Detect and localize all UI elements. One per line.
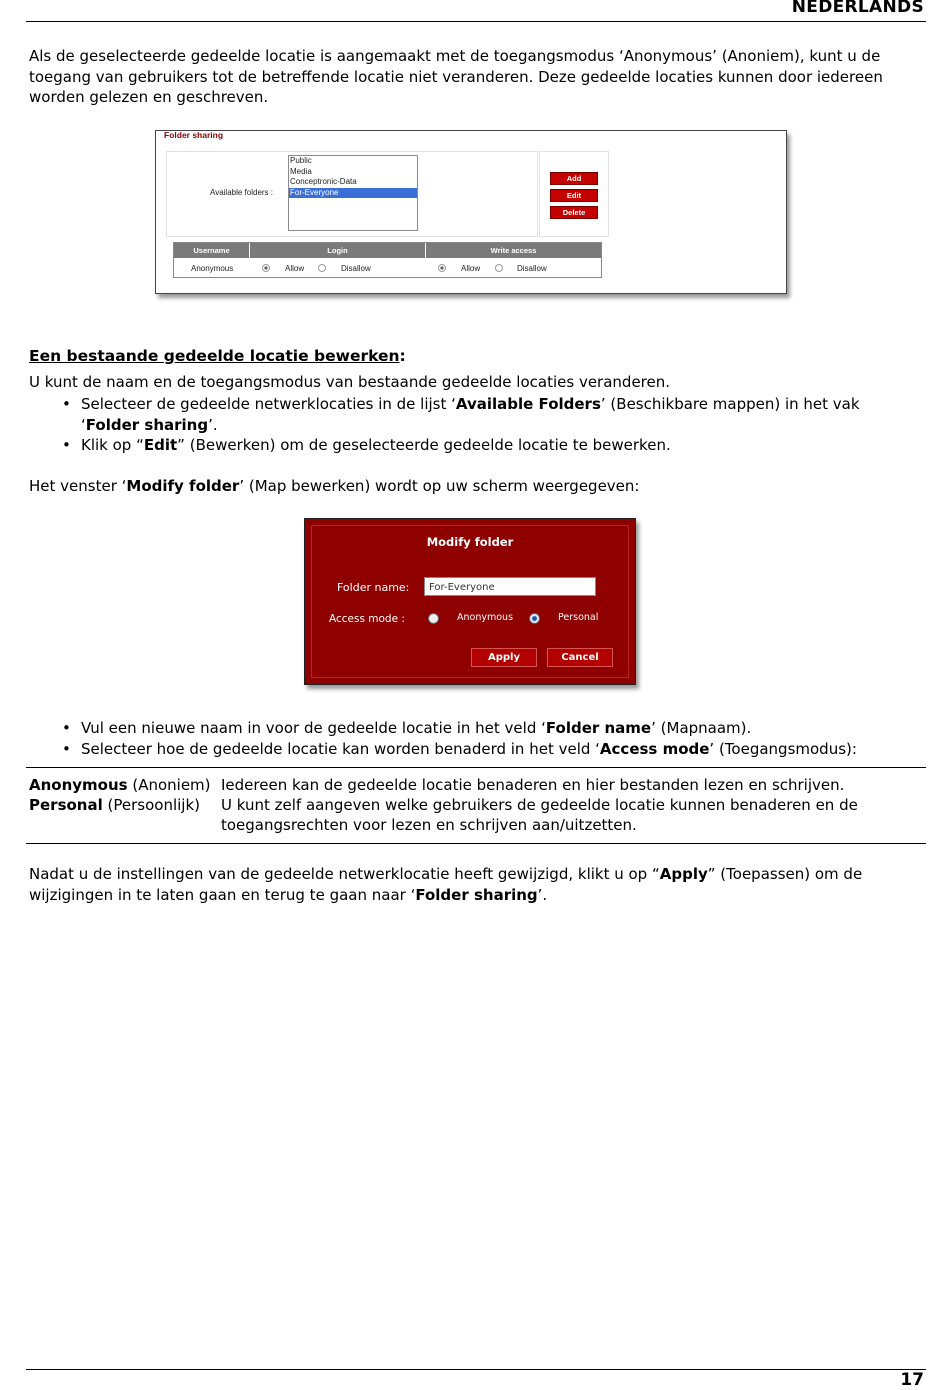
access-table (173, 242, 602, 278)
page-number: 17 (900, 1370, 924, 1390)
footer-divider (26, 1369, 926, 1370)
folder-sharing-screenshot (155, 130, 787, 294)
folder-name-input[interactable]: For-Everyone (424, 577, 596, 596)
folder-item[interactable]: Media (290, 166, 312, 176)
edit-button[interactable]: Edit (550, 189, 598, 202)
radio-icon[interactable] (495, 264, 503, 272)
folder-sharing-title: Folder sharing (164, 130, 224, 140)
closing-paragraph: Nadat u de instellingen van de gedeelde netwerklocatie heeft gewijzigd, klikt u op “Apply” (Toepassen) om de wijzigingen in te laten gaan en terug te gaan naar ‘Folder sharing’. (29, 865, 863, 904)
login-allow-option[interactable] (262, 264, 270, 273)
definition-term: Anonymous (Anoniem) (29, 776, 211, 794)
field-instruction-list (29, 718, 921, 759)
definition-description: Iedereen kan de gedeelde locatie benaderen en hier bestanden lezen en schrijven. (221, 776, 845, 794)
login-header: Login (250, 243, 425, 258)
delete-button[interactable]: Delete (550, 206, 598, 219)
definition-description: U kunt zelf aangeven welke gebruikers de gedeelde locatie kunnen benaderen en de toegangsrechten voor lezen en schrijven aan/uitzetten. (221, 796, 858, 834)
definitions-bottom-rule (26, 843, 926, 844)
radio-icon[interactable] (262, 264, 270, 272)
personal-radio[interactable] (529, 613, 540, 624)
username-cell: Anonymous (191, 264, 234, 273)
radio-icon[interactable] (438, 264, 446, 272)
window-paragraph: Het venster ‘Modify folder’ (Map bewerken) wordt op uw scherm weergegeven: (29, 477, 640, 495)
instruction-list (29, 394, 921, 456)
definition-row (29, 795, 921, 835)
list-item: • Vul een nieuwe naam in voor de gedeelde locatie in het veld ‘Folder name’ (Mapnaam). (29, 718, 921, 739)
access-mode-definitions (29, 775, 921, 835)
access-mode-label: Access mode : (329, 613, 405, 625)
header-divider (26, 21, 926, 22)
cancel-button[interactable]: Cancel (547, 648, 613, 667)
list-item: • Selecteer de gedeelde netwerklocaties in de lijst ‘Available Folders’ (Beschikbare mappen) in het vak ‘Folder sharing’. (29, 394, 921, 435)
available-folders-list[interactable] (288, 155, 418, 231)
write-allow-label: Allow (461, 264, 481, 273)
modify-folder-screenshot (304, 518, 636, 685)
write-disallow-option[interactable] (495, 264, 503, 273)
folder-item[interactable]: Conceptronic-Data (290, 177, 357, 186)
apply-button[interactable]: Apply (471, 648, 537, 667)
definitions-top-rule (26, 767, 926, 768)
anonymous-option-label: Anonymous (457, 612, 514, 623)
login-allow-label: Allow (285, 264, 305, 273)
write-allow-option[interactable] (438, 264, 446, 273)
section-intro: U kunt de naam en de toegangsmodus van bestaande gedeelde locaties veranderen. (29, 373, 671, 391)
list-item: • Selecteer hoe de gedeelde locatie kan worden benaderd in het veld ‘Access mode’ (Toegangsmodus): (29, 739, 921, 760)
available-folders-label: Available folders : (210, 188, 273, 197)
write-disallow-label: Disallow (517, 264, 547, 273)
write-access-header: Write access (426, 243, 601, 258)
header-language: NEDERLANDS (791, 0, 924, 17)
modify-folder-title: Modify folder (426, 535, 514, 549)
personal-option-label: Personal (558, 612, 599, 623)
anonymous-radio[interactable] (428, 613, 439, 624)
definition-row (29, 775, 921, 795)
login-disallow-label: Disallow (341, 264, 371, 273)
section-heading: Een bestaande gedeelde locatie bewerken: (29, 347, 406, 365)
folder-item[interactable]: Public (290, 156, 312, 165)
intro-paragraph: Als de geselecteerde gedeelde locatie is aangemaakt met de toegangsmodus ‘Anonymous’ (Anoniem), kunt u de toegang van gebruikers tot de betreffende locatie niet veranderen. Deze gedeelde locaties kunnen door iedereen worden gelezen en geschreven. (29, 47, 883, 106)
folder-name-label: Folder name: (337, 581, 410, 594)
definition-term: Personal (Persoonlijk) (29, 796, 200, 814)
login-disallow-option[interactable] (318, 264, 326, 273)
folder-item-selected[interactable]: For-Everyone (289, 188, 417, 199)
radio-icon[interactable] (318, 264, 326, 272)
list-item: • Klik op “Edit” (Bewerken) om de geselecteerde gedeelde locatie te bewerken. (29, 435, 921, 456)
username-header: Username (174, 243, 249, 258)
add-button[interactable]: Add (550, 172, 598, 185)
